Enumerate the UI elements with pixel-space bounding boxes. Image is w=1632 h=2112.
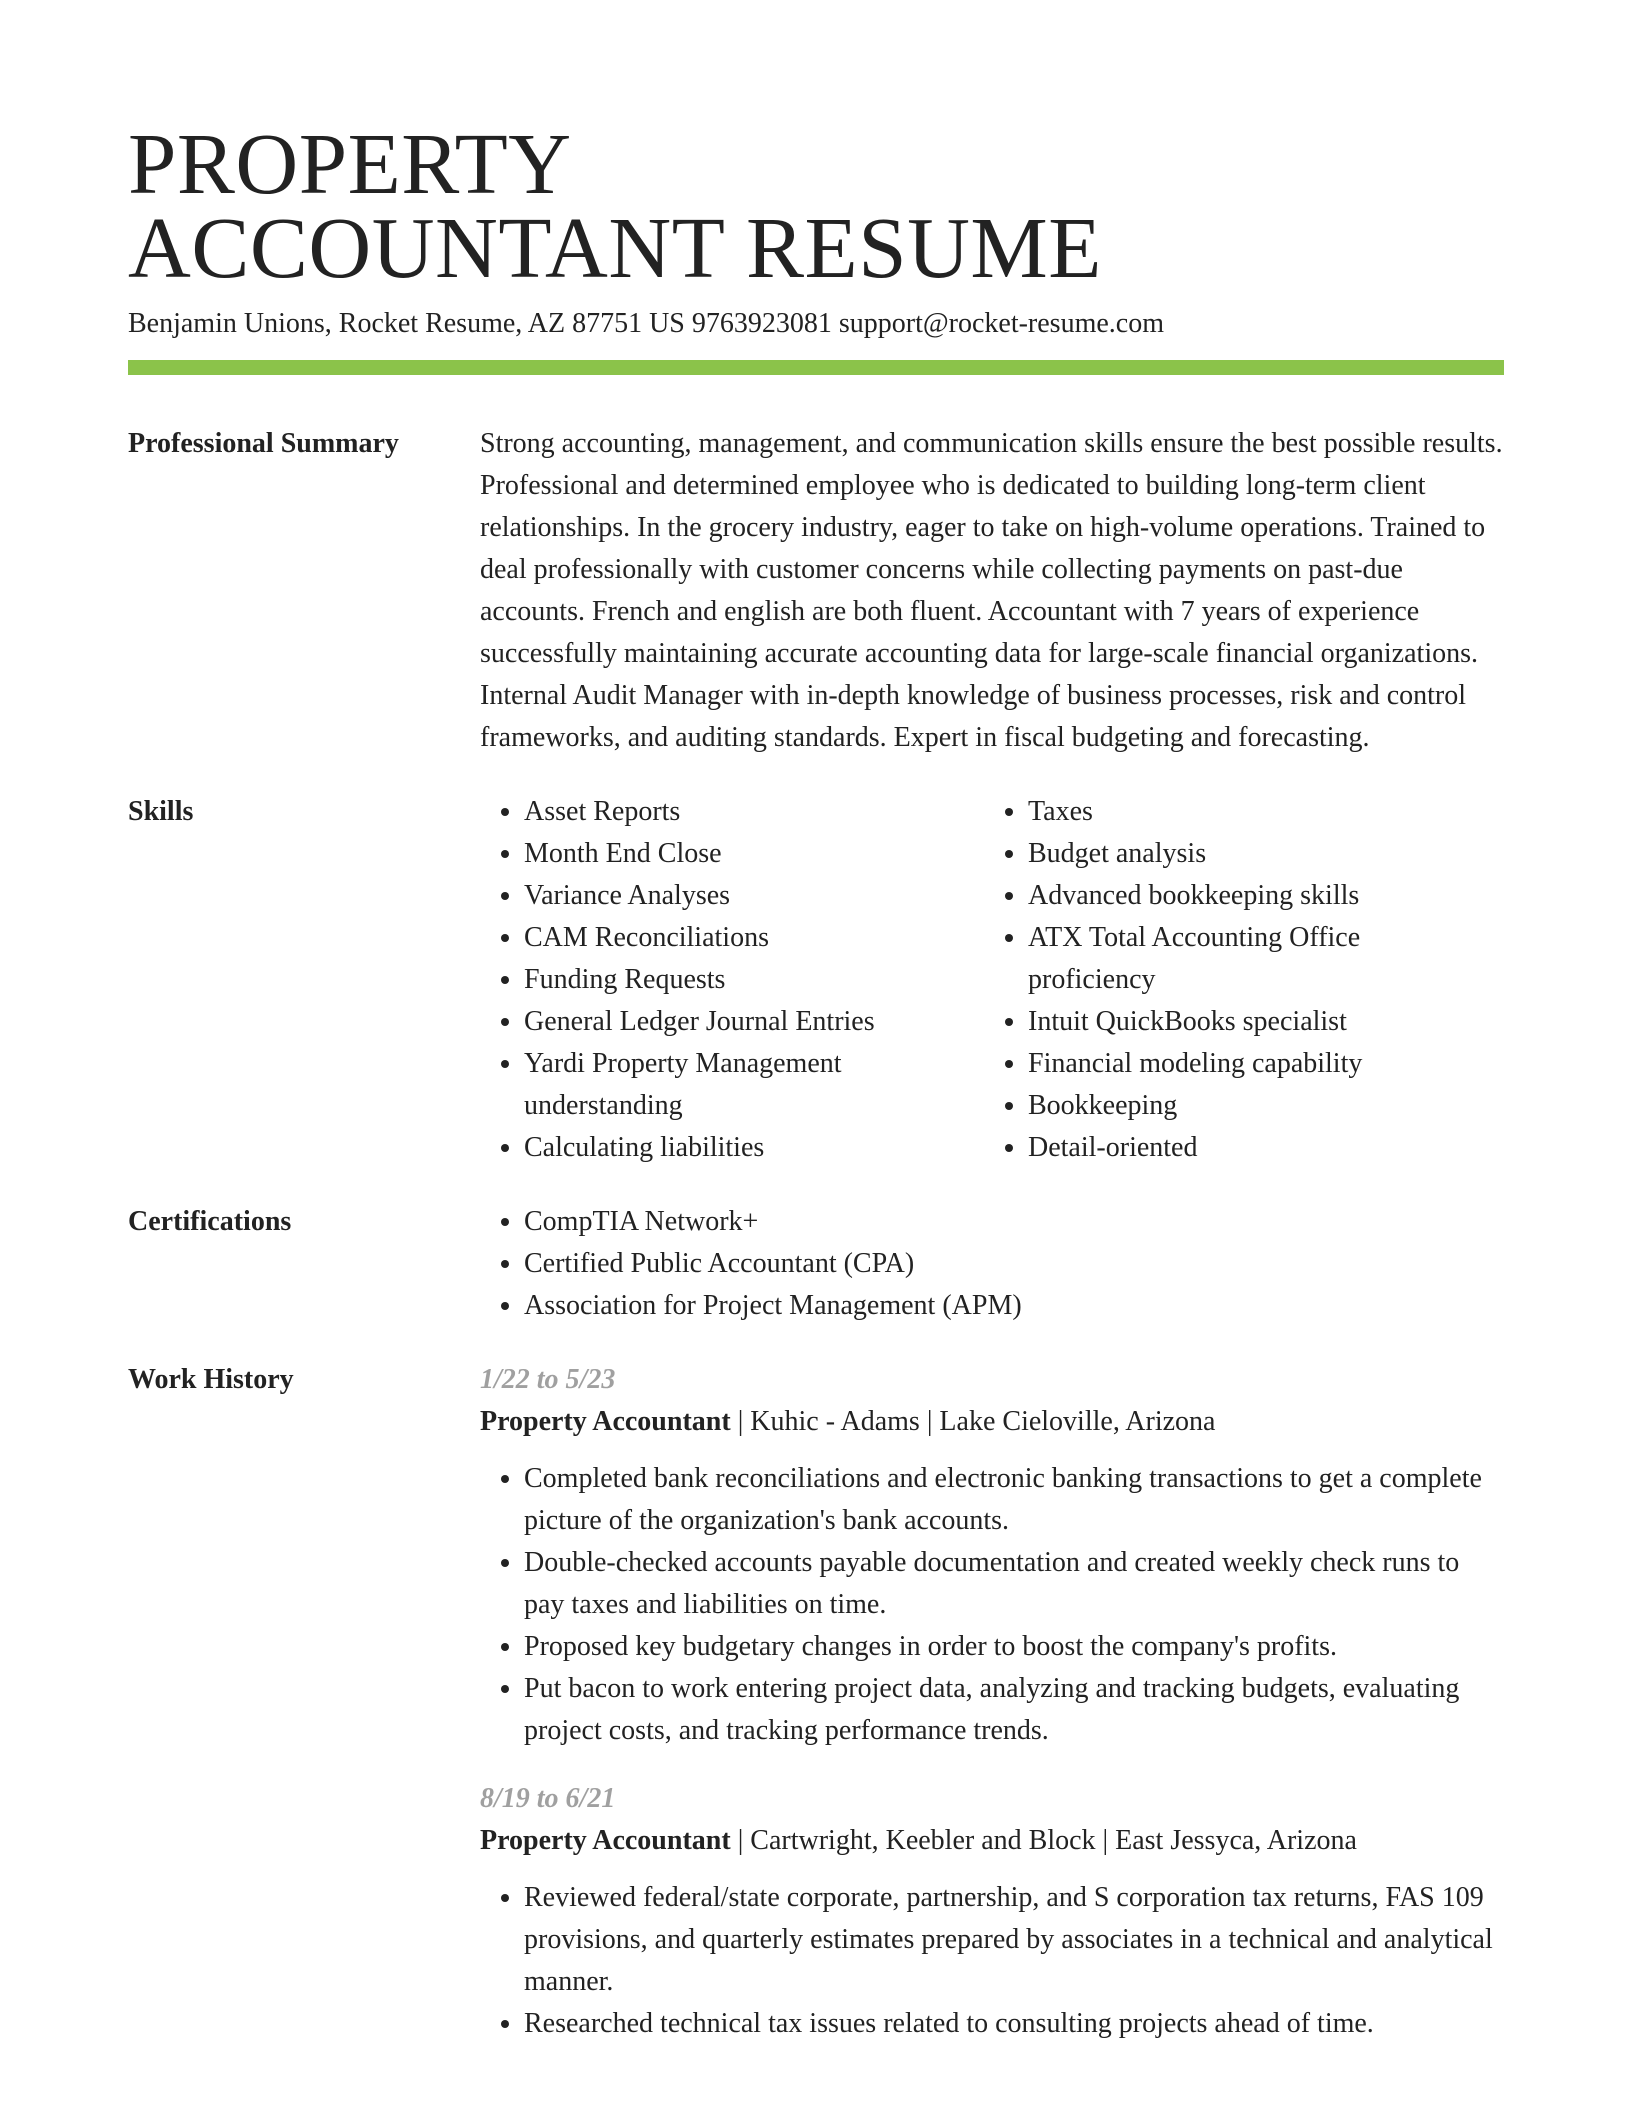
skill-item: • Budget analysis	[1028, 833, 1472, 875]
job-bullet: • Researched technical tax issues related to consulting projects ahead of time.	[524, 2003, 1504, 2045]
work-history-label: Work History	[128, 1364, 294, 1395]
job-title: Property Accountant	[480, 1825, 731, 1856]
skill-item: • Yardi Property Management understanding	[524, 1043, 968, 1127]
skills-label: Skills	[128, 796, 194, 827]
skill-item: • Advanced bookkeeping skills	[1028, 875, 1472, 917]
job-heading	[480, 1820, 1504, 1862]
job-bullet: • Proposed key budgetary changes in order to boost the company's profits.	[524, 1626, 1504, 1668]
skill-item: • CAM Reconciliations	[524, 917, 968, 959]
job-employer-location: | Cartwright, Keebler and Block | East Jessyca, Arizona	[730, 1825, 1357, 1856]
summary-text: Strong accounting, management, and communication skills ensure the best possible results. Professional and determined employee who is dedicated to building long-term client relationships. In the grocery industry, eager to take on high-volume operations. Trained to deal professionally with customer concerns while collecting payments on past-due accounts. French and english are both fluent. Accountant with 7 years of experience successfully maintaining accurate accounting data for large-scale financial organizations. Internal Audit Manager with in-depth knowledge of business processes, risk and control frameworks, and auditing standards. Expert in fiscal budgeting and forecasting.	[480, 428, 1503, 753]
title-line-2: ACCOUNTANT RESUME	[128, 199, 1102, 296]
work-history-body	[480, 1359, 1504, 2071]
skill-item: • Taxes	[1028, 791, 1472, 833]
resume-title	[128, 115, 1504, 296]
skill-item: • Detail-oriented	[1028, 1127, 1472, 1169]
skill-item: • ATX Total Accounting Office proficiency	[1028, 917, 1472, 1001]
skill-item: • Intuit QuickBooks specialist	[1028, 1001, 1472, 1043]
skills-column-right	[984, 791, 1488, 1169]
work-history-section	[128, 1359, 1504, 2071]
skill-item: • Calculating liabilities	[524, 1127, 968, 1169]
job-bullet: • Completed bank reconciliations and electronic banking transactions to get a complete picture of the organization's bank accounts.	[524, 1458, 1504, 1542]
contact-line: Benjamin Unions, Rocket Resume, AZ 87751 US 9763923081 support@rocket-resume.com	[128, 308, 1164, 339]
certification-item: • CompTIA Network+	[524, 1201, 1504, 1243]
certification-item: • Association for Project Management (APM)	[524, 1285, 1504, 1327]
job-bullets	[480, 1877, 1504, 2045]
job-employer-location: | Kuhic - Adams | Lake Cieloville, Arizona	[730, 1406, 1216, 1437]
skill-item: • Bookkeeping	[1028, 1085, 1472, 1127]
summary-label: Professional Summary	[128, 428, 399, 459]
certification-item: • Certified Public Accountant (CPA)	[524, 1243, 1504, 1285]
job-heading	[480, 1401, 1504, 1443]
skills-body	[480, 791, 1504, 1169]
job-bullet: • Double-checked accounts payable documentation and created weekly check runs to pay taxes and liabilities on time.	[524, 1542, 1504, 1626]
summary-section	[128, 423, 1504, 759]
skills-list-right	[984, 791, 1488, 1169]
job-bullets	[480, 1458, 1504, 1752]
skill-item: • Financial modeling capability	[1028, 1043, 1472, 1085]
certifications-list	[480, 1201, 1504, 1327]
certifications-section	[128, 1201, 1504, 1327]
skills-list-left	[480, 791, 984, 1169]
skills-grid	[480, 791, 1504, 1169]
skill-item: • General Ledger Journal Entries	[524, 1001, 968, 1043]
job-bullet: • Put bacon to work entering project data, analyzing and tracking budgets, evaluating project costs, and tracking performance trends.	[524, 1668, 1504, 1752]
job-bullet: • Reviewed federal/state corporate, partnership, and S corporation tax returns, FAS 109 provisions, and quarterly estimates prepared by associates in a technical and analytical manner.	[524, 1877, 1504, 2003]
title-line-1: PROPERTY	[128, 115, 572, 212]
job-entry	[480, 1778, 1504, 2045]
accent-divider	[128, 360, 1504, 375]
summary-body	[480, 423, 1504, 759]
skills-section	[128, 791, 1504, 1169]
skill-item: • Asset Reports	[524, 791, 968, 833]
certifications-body	[480, 1201, 1504, 1327]
skill-item: • Month End Close	[524, 833, 968, 875]
job-dates: 8/19 to 6/21	[480, 1783, 616, 1814]
job-entry	[480, 1359, 1504, 1752]
skill-item: • Funding Requests	[524, 959, 968, 1001]
skills-column-left	[480, 791, 984, 1169]
job-title: Property Accountant	[480, 1406, 731, 1437]
job-dates: 1/22 to 5/23	[480, 1364, 616, 1395]
skill-item: • Variance Analyses	[524, 875, 968, 917]
certifications-label: Certifications	[128, 1206, 292, 1237]
